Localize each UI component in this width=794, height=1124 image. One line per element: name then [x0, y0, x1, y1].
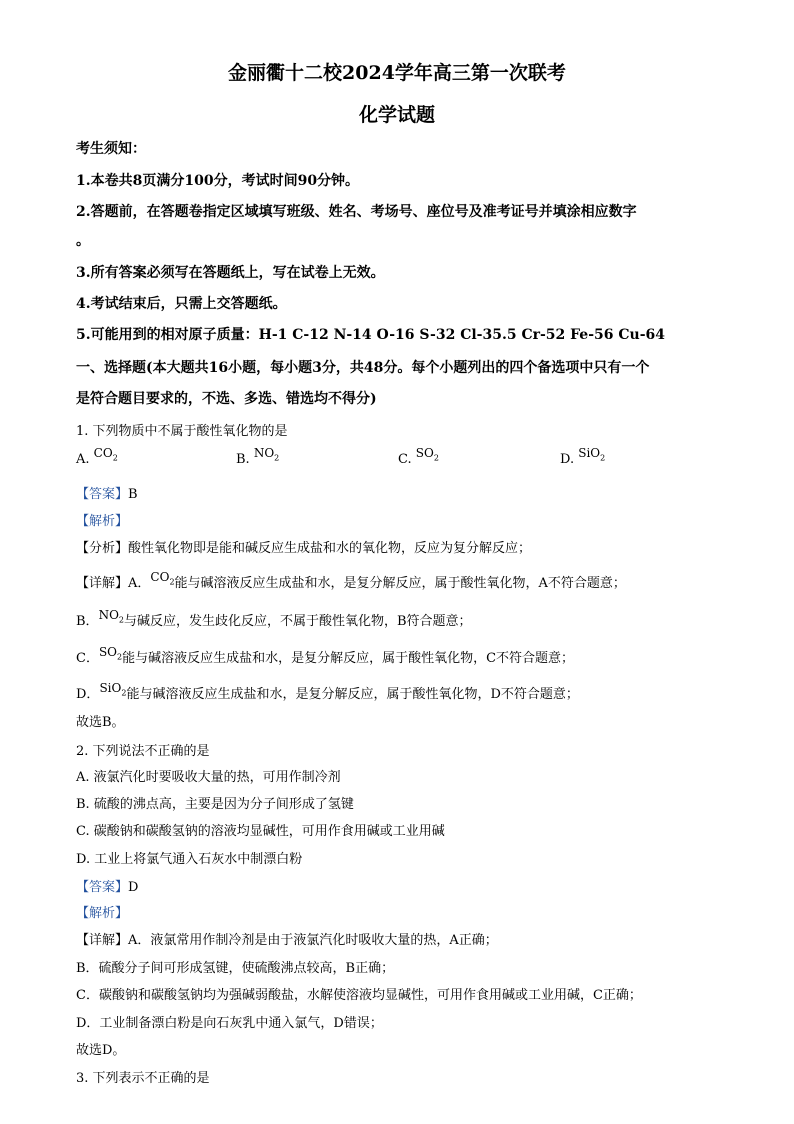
option-b: [236, 446, 280, 468]
option-b: B. 硫酸的沸点高，主要是因为分子间形成了氢键: [76, 797, 354, 812]
detail-tag: 【详解】: [76, 933, 129, 948]
notice-item: 2.答题前，在答题卷指定区域填写班级、姓名、考场号、座位号及准考证号并填涂相应数字: [76, 204, 637, 220]
question-stem: 2. 下列说法不正确的是: [76, 744, 210, 759]
option-c: [398, 446, 439, 468]
question-stem: 1. 下列物质中不属于酸性氧化物的是: [76, 424, 288, 439]
detail-line: C．$SO_2$能与碱溶液反应生成盐和水，是复分解反应，属于酸性氧化物，C不符合题意；: [76, 645, 575, 666]
analysis-line: 【分析】酸性氧化物即是能和碱反应生成盐和水的氧化物，反应为复分解反应；: [76, 541, 532, 556]
section-heading: 一、选择题(本大题共16小题，每小题3分，共48分。每个小题列出的四个备选项中只有一个: [76, 360, 650, 376]
option-label: A.: [76, 452, 90, 467]
chemical-formula: $CO_2$: [93, 446, 118, 463]
detail-tag: 【详解】: [76, 576, 129, 591]
chemical-formula: $SO_2$: [415, 446, 439, 463]
notice-heading: 考生须知：: [76, 141, 146, 157]
notice-item: 1.本卷共8页满分100分，考试时间90分钟。: [76, 173, 360, 189]
option-label: C.: [398, 452, 412, 467]
analysis-tag: 【解析】: [76, 514, 129, 529]
detail-line: D．工业制备漂白粉是向石灰乳中通入氯气，D错误；: [76, 1016, 383, 1031]
detail-line: B．$NO_2$与碱反应，发生歧化反应，不属于酸性氧化物，B符合题意；: [76, 608, 472, 629]
exam-subtitle: 化学试题: [358, 104, 435, 126]
option-a: [76, 446, 118, 468]
answer-tag: 【答案】: [76, 880, 129, 895]
chemical-formula: $CO_2$: [150, 570, 175, 587]
detail-line: 【详解】A．$CO_2$能与碱溶液反应生成盐和水，是复分解反应，属于酸性氧化物，A不符合题意；: [76, 570, 626, 591]
option-c: C. 碳酸钠和碳酸氢钠的溶液均显碱性，可用作食用碱或工业用碱: [76, 824, 445, 839]
option-a: A. 液氯汽化时要吸收大量的热，可用作制冷剂: [76, 770, 341, 785]
answer-tag: 【答案】: [76, 487, 129, 502]
chemical-formula: $NO_2$: [98, 608, 124, 625]
option-d: [560, 446, 606, 468]
option-label: D.: [560, 452, 575, 467]
notice-item: 5.可能用到的相对原子质量：H-1 C-12 N-14 O-16 S-32 Cl-35.5 Cr-52 Fe-56 Cu-64: [76, 327, 665, 343]
answer-value: B: [128, 487, 138, 502]
option-label: B.: [236, 452, 250, 467]
fenxi-tag: 【分析】: [76, 541, 129, 556]
notice-item: 4.考试结束后，只需上交答题纸。: [76, 296, 287, 312]
analysis-tag: 【解析】: [76, 906, 129, 921]
conclusion: 故选B。: [76, 715, 125, 730]
detail-line: C．碳酸钠和碳酸氢钠均为强碱弱酸盐，水解使溶液均显碱性，可用作食用碱或工业用碱，C正确；: [76, 988, 642, 1003]
chemical-formula: $NO_2$: [253, 446, 280, 463]
question-stem: 3. 下列表示不正确的是: [76, 1071, 210, 1086]
option-d: D. 工业上将氯气通入石灰水中制漂白粉: [76, 852, 303, 867]
chemical-formula: SiO$_2$: [99, 681, 127, 698]
notice-item: 3.所有答案必须写在答题纸上，写在试卷上无效。: [76, 265, 385, 281]
conclusion: 故选D。: [76, 1043, 126, 1058]
answer-line: [76, 876, 138, 895]
answer-line: [76, 483, 138, 502]
detail-line: D．SiO$_2$能与碱溶液反应生成盐和水，是复分解反应，属于酸性氧化物，D不符合题意；: [76, 681, 579, 702]
detail-line: B．硫酸分子间可形成氢键，使硫酸沸点较高，B正确；: [76, 961, 395, 976]
chemical-formula: $SO_2$: [98, 645, 123, 662]
notice-item: 。: [76, 233, 90, 249]
answer-value: D: [128, 880, 139, 895]
exam-title: 金丽衢十二校2024学年高三第一次联考: [228, 62, 566, 84]
section-heading: 是符合题目要求的，不选、多选、错选均不得分): [76, 391, 377, 407]
detail-line: 【详解】A．液氯常用作制冷剂是由于液氯汽化时吸收大量的热，A正确；: [76, 933, 498, 948]
chemical-formula: SiO$_2$: [578, 446, 606, 463]
